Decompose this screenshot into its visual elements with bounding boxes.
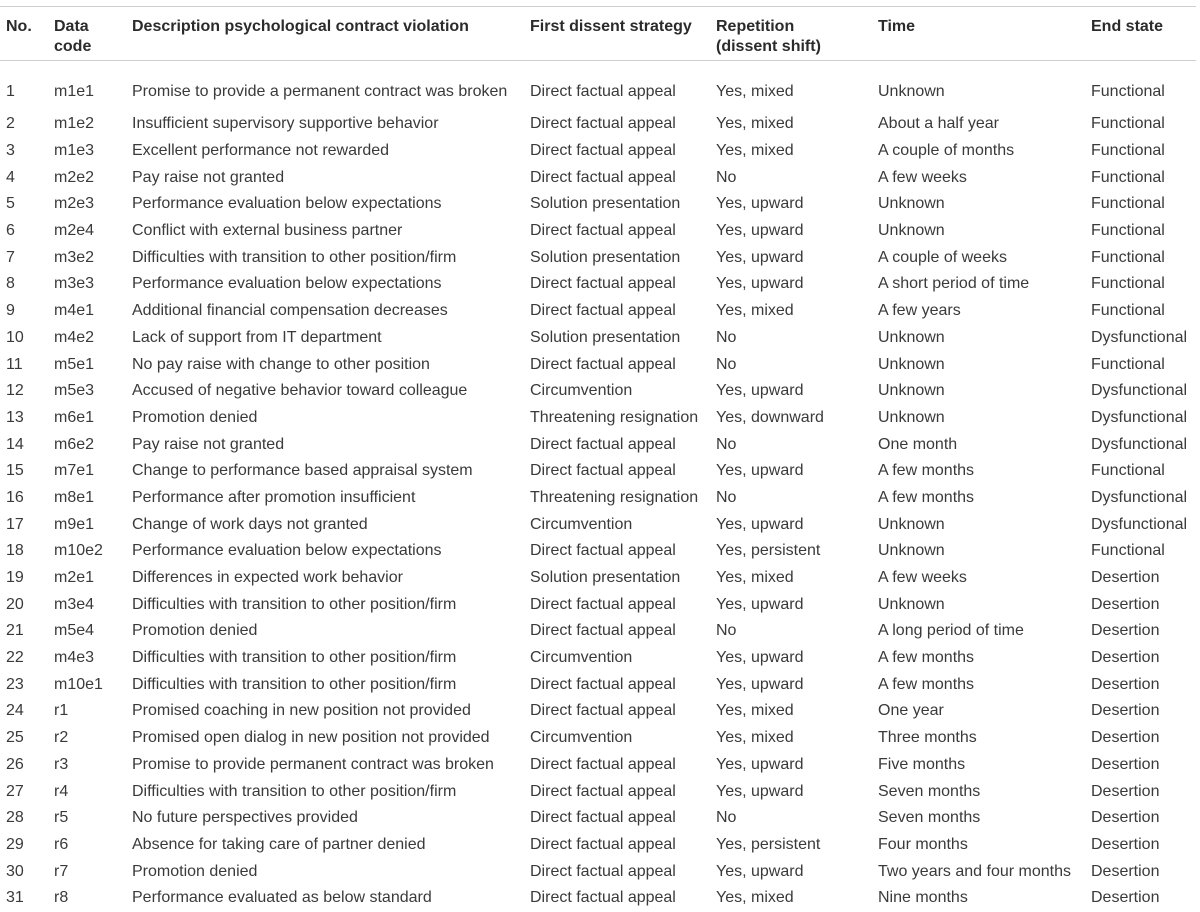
cell-time: Unknown — [878, 83, 945, 100]
header-data-code-line2: code — [54, 38, 92, 55]
cell-description: Promise to provide permanent contract was broken — [132, 755, 494, 773]
cell-strategy: Direct factual appeal — [530, 222, 676, 240]
cell-description: Difficulties with transition to other position/firm — [132, 675, 457, 693]
cell-data-code: m4e1 — [54, 302, 95, 320]
cell-no: 31 — [6, 889, 24, 907]
cell-time: Two years and four months — [878, 862, 1071, 880]
cell-time: Four months — [878, 835, 968, 853]
cell-time: Unknown — [878, 355, 945, 373]
cell-end-state: Desertion — [1091, 675, 1160, 693]
cell-description: No pay raise with change to other position — [132, 355, 430, 373]
cell-description: No future perspectives provided — [132, 809, 358, 827]
cell-data-code: m1e2 — [54, 115, 95, 133]
cell-end-state: Functional — [1091, 275, 1165, 293]
cell-repetition: Yes, mixed — [716, 729, 794, 747]
cell-end-state: Desertion — [1091, 809, 1160, 827]
cell-no: 20 — [6, 595, 24, 613]
cell-strategy: Circumvention — [530, 382, 633, 400]
table-row — [0, 191, 1196, 218]
cell-repetition: No — [716, 355, 737, 373]
header-description-label: Description psychological contract violation — [132, 18, 469, 35]
cell-description: Promotion denied — [132, 408, 258, 426]
cell-no: 21 — [6, 622, 24, 640]
cell-strategy: Solution presentation — [530, 248, 681, 266]
cell-time: Unknown — [878, 382, 945, 400]
header-time-label: Time — [878, 18, 916, 35]
header-end-state-label: End state — [1091, 18, 1164, 35]
cell-repetition: Yes, upward — [716, 462, 804, 480]
cell-no: 12 — [6, 382, 24, 400]
table-row — [0, 671, 1196, 698]
cell-time: A long period of time — [878, 622, 1024, 640]
cell-strategy: Direct factual appeal — [530, 675, 676, 693]
cell-description: Difficulties with transition to other position/firm — [132, 595, 457, 613]
cell-description: Promised coaching in new position not provided — [132, 702, 471, 720]
table-row — [0, 271, 1196, 298]
cell-time: Unknown — [878, 515, 945, 533]
cell-no: 29 — [6, 835, 24, 853]
cell-strategy: Circumvention — [530, 649, 633, 667]
cell-strategy: Circumvention — [530, 729, 633, 747]
header-strategy-label: First dissent strategy — [530, 18, 692, 35]
cell-data-code: r3 — [54, 755, 69, 773]
cell-end-state: Functional — [1091, 142, 1165, 160]
header-strategy — [524, 7, 710, 61]
cell-repetition: Yes, upward — [716, 515, 804, 533]
table-row — [0, 538, 1196, 565]
cell-data-code: m5e4 — [54, 622, 95, 640]
table-row — [0, 618, 1196, 645]
cell-data-code: m2e4 — [54, 222, 95, 240]
cell-data-code: m9e1 — [54, 515, 95, 533]
cell-strategy: Direct factual appeal — [530, 142, 676, 160]
cell-time: A few months — [878, 675, 975, 693]
cell-no: 11 — [6, 355, 23, 373]
cell-description: Promotion denied — [132, 622, 258, 640]
cell-data-code: m5e3 — [54, 382, 95, 400]
table-row — [0, 61, 1196, 112]
cell-end-state: Functional — [1091, 168, 1165, 186]
cell-repetition: Yes, upward — [716, 782, 804, 800]
cell-description: Performance evaluated as below standard — [132, 889, 432, 907]
cell-description: Promotion denied — [132, 862, 258, 880]
cell-no: 25 — [6, 729, 24, 747]
table-row — [0, 164, 1196, 191]
cell-strategy: Direct factual appeal — [530, 302, 676, 320]
cell-data-code: r4 — [54, 782, 69, 800]
cell-time: Seven months — [878, 782, 981, 800]
cell-data-code: r5 — [54, 809, 69, 827]
header-repetition-line2: (dissent shift) — [716, 38, 821, 55]
cell-end-state: Desertion — [1091, 702, 1160, 720]
cell-strategy: Direct factual appeal — [530, 435, 676, 453]
cell-strategy: Direct factual appeal — [530, 862, 676, 880]
cell-time: A few weeks — [878, 168, 967, 186]
cell-strategy: Direct factual appeal — [530, 462, 676, 480]
cell-end-state: Functional — [1091, 355, 1165, 373]
cell-data-code: m2e3 — [54, 195, 95, 213]
cell-description: Accused of negative behavior toward colleague — [132, 382, 468, 400]
cell-repetition: Yes, upward — [716, 862, 804, 880]
cell-time: Nine months — [878, 889, 968, 907]
cell-repetition: Yes, downward — [716, 408, 824, 426]
header-row — [0, 7, 1196, 61]
cell-repetition: Yes, upward — [716, 675, 804, 693]
cell-repetition: No — [716, 328, 737, 346]
cell-end-state: Desertion — [1091, 862, 1160, 880]
cell-no: 3 — [6, 142, 15, 160]
cell-time: A few weeks — [878, 569, 967, 587]
cell-end-state: Dysfunctional — [1091, 408, 1188, 426]
table-row — [0, 778, 1196, 805]
cell-time: A few months — [878, 462, 975, 480]
header-description — [126, 7, 524, 61]
cell-no: 15 — [6, 462, 24, 480]
cell-strategy: Direct factual appeal — [530, 83, 676, 100]
cell-repetition: Yes, persistent — [716, 542, 821, 560]
header-repetition-line1: Repetition — [716, 18, 795, 35]
cell-no: 26 — [6, 755, 24, 773]
cell-no: 17 — [6, 515, 24, 533]
table-row — [0, 565, 1196, 592]
cell-end-state: Desertion — [1091, 889, 1160, 907]
cell-data-code: m1e1 — [54, 83, 95, 100]
cell-no: 22 — [6, 649, 24, 667]
cell-strategy: Direct factual appeal — [530, 168, 676, 186]
dissent-cases-table — [0, 6, 1196, 912]
cell-time: Three months — [878, 729, 977, 747]
cell-data-code: m6e1 — [54, 408, 95, 426]
cell-strategy: Direct factual appeal — [530, 835, 676, 853]
cell-end-state: Desertion — [1091, 729, 1160, 747]
cell-time: One year — [878, 702, 944, 720]
header-data-code — [48, 7, 126, 61]
cell-time: A short period of time — [878, 275, 1030, 293]
cell-repetition: Yes, upward — [716, 649, 804, 667]
cell-strategy: Solution presentation — [530, 195, 681, 213]
cell-repetition: Yes, mixed — [716, 302, 794, 320]
table-row — [0, 725, 1196, 752]
cell-strategy: Direct factual appeal — [530, 355, 676, 373]
cell-time: Unknown — [878, 595, 945, 613]
cell-no: 6 — [6, 222, 15, 240]
cell-strategy: Solution presentation — [530, 328, 681, 346]
cell-data-code: m3e4 — [54, 595, 95, 613]
table-row — [0, 645, 1196, 672]
header-no-label: No. — [6, 18, 32, 35]
cell-data-code: r8 — [54, 889, 69, 907]
cell-repetition: Yes, upward — [716, 222, 804, 240]
cell-description: Promised open dialog in new position not provided — [132, 729, 490, 747]
table-row — [0, 378, 1196, 405]
cell-description: Promise to provide a permanent contract was broken — [132, 83, 508, 100]
cell-strategy: Direct factual appeal — [530, 889, 676, 907]
cell-data-code: m7e1 — [54, 462, 95, 480]
table-row — [0, 858, 1196, 885]
table-row — [0, 885, 1196, 912]
cell-description: Performance after promotion insufficient — [132, 488, 416, 506]
cell-time: Unknown — [878, 195, 945, 213]
cell-no: 16 — [6, 488, 24, 506]
header-data-code-line1: Data — [54, 18, 89, 35]
cell-strategy: Direct factual appeal — [530, 542, 676, 560]
cell-end-state: Desertion — [1091, 569, 1160, 587]
cell-repetition: No — [716, 435, 737, 453]
cell-strategy: Direct factual appeal — [530, 115, 676, 133]
cell-description: Conflict with external business partner — [132, 222, 403, 240]
header-time — [872, 7, 1085, 61]
cell-description: Change of work days not granted — [132, 515, 368, 533]
table-row — [0, 832, 1196, 859]
table-row — [0, 111, 1196, 138]
cell-data-code: m2e1 — [54, 569, 95, 587]
cell-description: Performance evaluation below expectations — [132, 195, 442, 213]
table-row — [0, 218, 1196, 245]
cell-no: 1 — [6, 83, 15, 100]
cell-data-code: r7 — [54, 862, 69, 880]
cell-time: A few months — [878, 488, 975, 506]
cell-time: A few months — [878, 649, 975, 667]
cell-strategy: Threatening resignation — [530, 408, 699, 426]
cell-repetition: Yes, mixed — [716, 142, 794, 160]
cell-data-code: m6e2 — [54, 435, 95, 453]
cell-strategy: Direct factual appeal — [530, 755, 676, 773]
cell-no: 30 — [6, 862, 24, 880]
cell-time: A couple of months — [878, 142, 1015, 160]
cell-data-code: m10e1 — [54, 675, 103, 693]
cell-time: Five months — [878, 755, 966, 773]
cell-end-state: Dysfunctional — [1091, 515, 1188, 533]
cell-repetition: Yes, upward — [716, 595, 804, 613]
cell-end-state: Functional — [1091, 222, 1165, 240]
cell-no: 28 — [6, 809, 24, 827]
table-row — [0, 752, 1196, 779]
cell-no: 23 — [6, 675, 24, 693]
cell-data-code: m10e2 — [54, 542, 103, 560]
cell-repetition: Yes, mixed — [716, 569, 794, 587]
table-row — [0, 298, 1196, 325]
cell-repetition: Yes, persistent — [716, 835, 821, 853]
cell-description: Pay raise not granted — [132, 435, 285, 453]
cell-no: 2 — [6, 115, 15, 133]
cell-end-state: Functional — [1091, 83, 1165, 100]
cell-repetition: No — [716, 488, 737, 506]
table-row — [0, 351, 1196, 378]
cell-strategy: Circumvention — [530, 515, 633, 533]
cell-end-state: Functional — [1091, 542, 1165, 560]
cell-repetition: No — [716, 809, 737, 827]
cell-description: Difficulties with transition to other position/firm — [132, 649, 457, 667]
cell-time: Unknown — [878, 328, 945, 346]
cell-repetition: Yes, upward — [716, 248, 804, 266]
cell-repetition: No — [716, 168, 737, 186]
cell-description: Excellent performance not rewarded — [132, 142, 390, 160]
table-row — [0, 405, 1196, 432]
cell-time: Unknown — [878, 408, 945, 426]
cell-end-state: Desertion — [1091, 622, 1160, 640]
cell-end-state: Dysfunctional — [1091, 328, 1188, 346]
cell-strategy: Direct factual appeal — [530, 782, 676, 800]
header-repetition — [710, 7, 872, 61]
cell-no: 8 — [6, 275, 15, 293]
cell-repetition: Yes, mixed — [716, 889, 794, 907]
cell-data-code: m3e3 — [54, 275, 95, 293]
cell-strategy: Direct factual appeal — [530, 595, 676, 613]
cell-repetition: Yes, upward — [716, 382, 804, 400]
table-row — [0, 805, 1196, 832]
cell-end-state: Desertion — [1091, 595, 1160, 613]
table-row — [0, 325, 1196, 352]
cell-description: Difficulties with transition to other position/firm — [132, 248, 457, 266]
cell-data-code: r2 — [54, 729, 69, 747]
cell-no: 14 — [6, 435, 24, 453]
cell-repetition: Yes, mixed — [716, 702, 794, 720]
table-row — [0, 485, 1196, 512]
cell-no: 24 — [6, 702, 24, 720]
cell-description: Absence for taking care of partner denied — [132, 835, 426, 853]
cell-data-code: r6 — [54, 835, 69, 853]
cell-no: 18 — [6, 542, 24, 560]
cell-description: Additional financial compensation decreases — [132, 302, 448, 320]
cell-no: 7 — [6, 248, 15, 266]
cell-time: Seven months — [878, 809, 981, 827]
cell-end-state: Desertion — [1091, 835, 1160, 853]
cell-strategy: Threatening resignation — [530, 488, 699, 506]
cell-end-state: Functional — [1091, 195, 1165, 213]
cell-data-code: m4e3 — [54, 649, 95, 667]
cell-strategy: Direct factual appeal — [530, 702, 676, 720]
cell-strategy: Solution presentation — [530, 569, 681, 587]
table-row — [0, 138, 1196, 165]
table-row — [0, 244, 1196, 271]
table-header — [0, 7, 1196, 61]
table-row — [0, 591, 1196, 618]
cell-data-code: m4e2 — [54, 328, 95, 346]
cell-time: A few years — [878, 302, 961, 320]
cell-time: Unknown — [878, 542, 945, 560]
cell-description: Pay raise not granted — [132, 168, 285, 186]
table-row — [0, 431, 1196, 458]
table-row — [0, 458, 1196, 485]
cell-no: 13 — [6, 408, 24, 426]
cell-end-state: Functional — [1091, 115, 1165, 133]
cell-description: Performance evaluation below expectations — [132, 542, 442, 560]
cell-description: Differences in expected work behavior — [132, 569, 403, 587]
cell-end-state: Dysfunctional — [1091, 382, 1188, 400]
cell-repetition: Yes, mixed — [716, 83, 794, 100]
cell-data-code: r1 — [54, 702, 69, 720]
cell-end-state: Desertion — [1091, 649, 1160, 667]
cell-description: Performance evaluation below expectations — [132, 275, 442, 293]
cell-no: 19 — [6, 569, 24, 587]
cell-end-state: Dysfunctional — [1091, 435, 1188, 453]
cell-description: Insufficient supervisory supportive behavior — [132, 115, 439, 133]
cell-no: 10 — [6, 328, 24, 346]
cell-data-code: m8e1 — [54, 488, 95, 506]
cell-data-code: m2e2 — [54, 168, 95, 186]
cell-data-code: m5e1 — [54, 355, 95, 373]
cell-strategy: Direct factual appeal — [530, 275, 676, 293]
cell-end-state: Functional — [1091, 462, 1165, 480]
cell-no: 9 — [6, 302, 15, 320]
table-row — [0, 698, 1196, 725]
cell-time: A couple of weeks — [878, 248, 1007, 266]
cell-repetition: Yes, upward — [716, 755, 804, 773]
cell-strategy: Direct factual appeal — [530, 809, 676, 827]
header-no — [0, 7, 48, 61]
cell-end-state: Dysfunctional — [1091, 488, 1188, 506]
cell-description: Difficulties with transition to other position/firm — [132, 782, 457, 800]
cell-repetition: Yes, upward — [716, 195, 804, 213]
cell-end-state: Desertion — [1091, 755, 1160, 773]
cell-description: Change to performance based appraisal system — [132, 462, 473, 480]
table-row — [0, 511, 1196, 538]
cell-repetition: Yes, upward — [716, 275, 804, 293]
cell-end-state: Desertion — [1091, 782, 1160, 800]
cell-no: 27 — [6, 782, 24, 800]
cell-data-code: m1e3 — [54, 142, 95, 160]
cell-end-state: Functional — [1091, 248, 1165, 266]
cell-description: Lack of support from IT department — [132, 328, 382, 346]
cell-no: 5 — [6, 195, 15, 213]
cell-end-state: Functional — [1091, 302, 1165, 320]
cell-strategy: Direct factual appeal — [530, 622, 676, 640]
cell-time: Unknown — [878, 222, 945, 240]
table-body — [0, 61, 1196, 912]
cell-time: About a half year — [878, 115, 999, 133]
cell-data-code: m3e2 — [54, 248, 95, 266]
cell-repetition: No — [716, 622, 737, 640]
cell-time: One month — [878, 435, 958, 453]
cell-no: 4 — [6, 168, 15, 186]
header-end-state — [1085, 7, 1196, 61]
cell-repetition: Yes, mixed — [716, 115, 794, 133]
